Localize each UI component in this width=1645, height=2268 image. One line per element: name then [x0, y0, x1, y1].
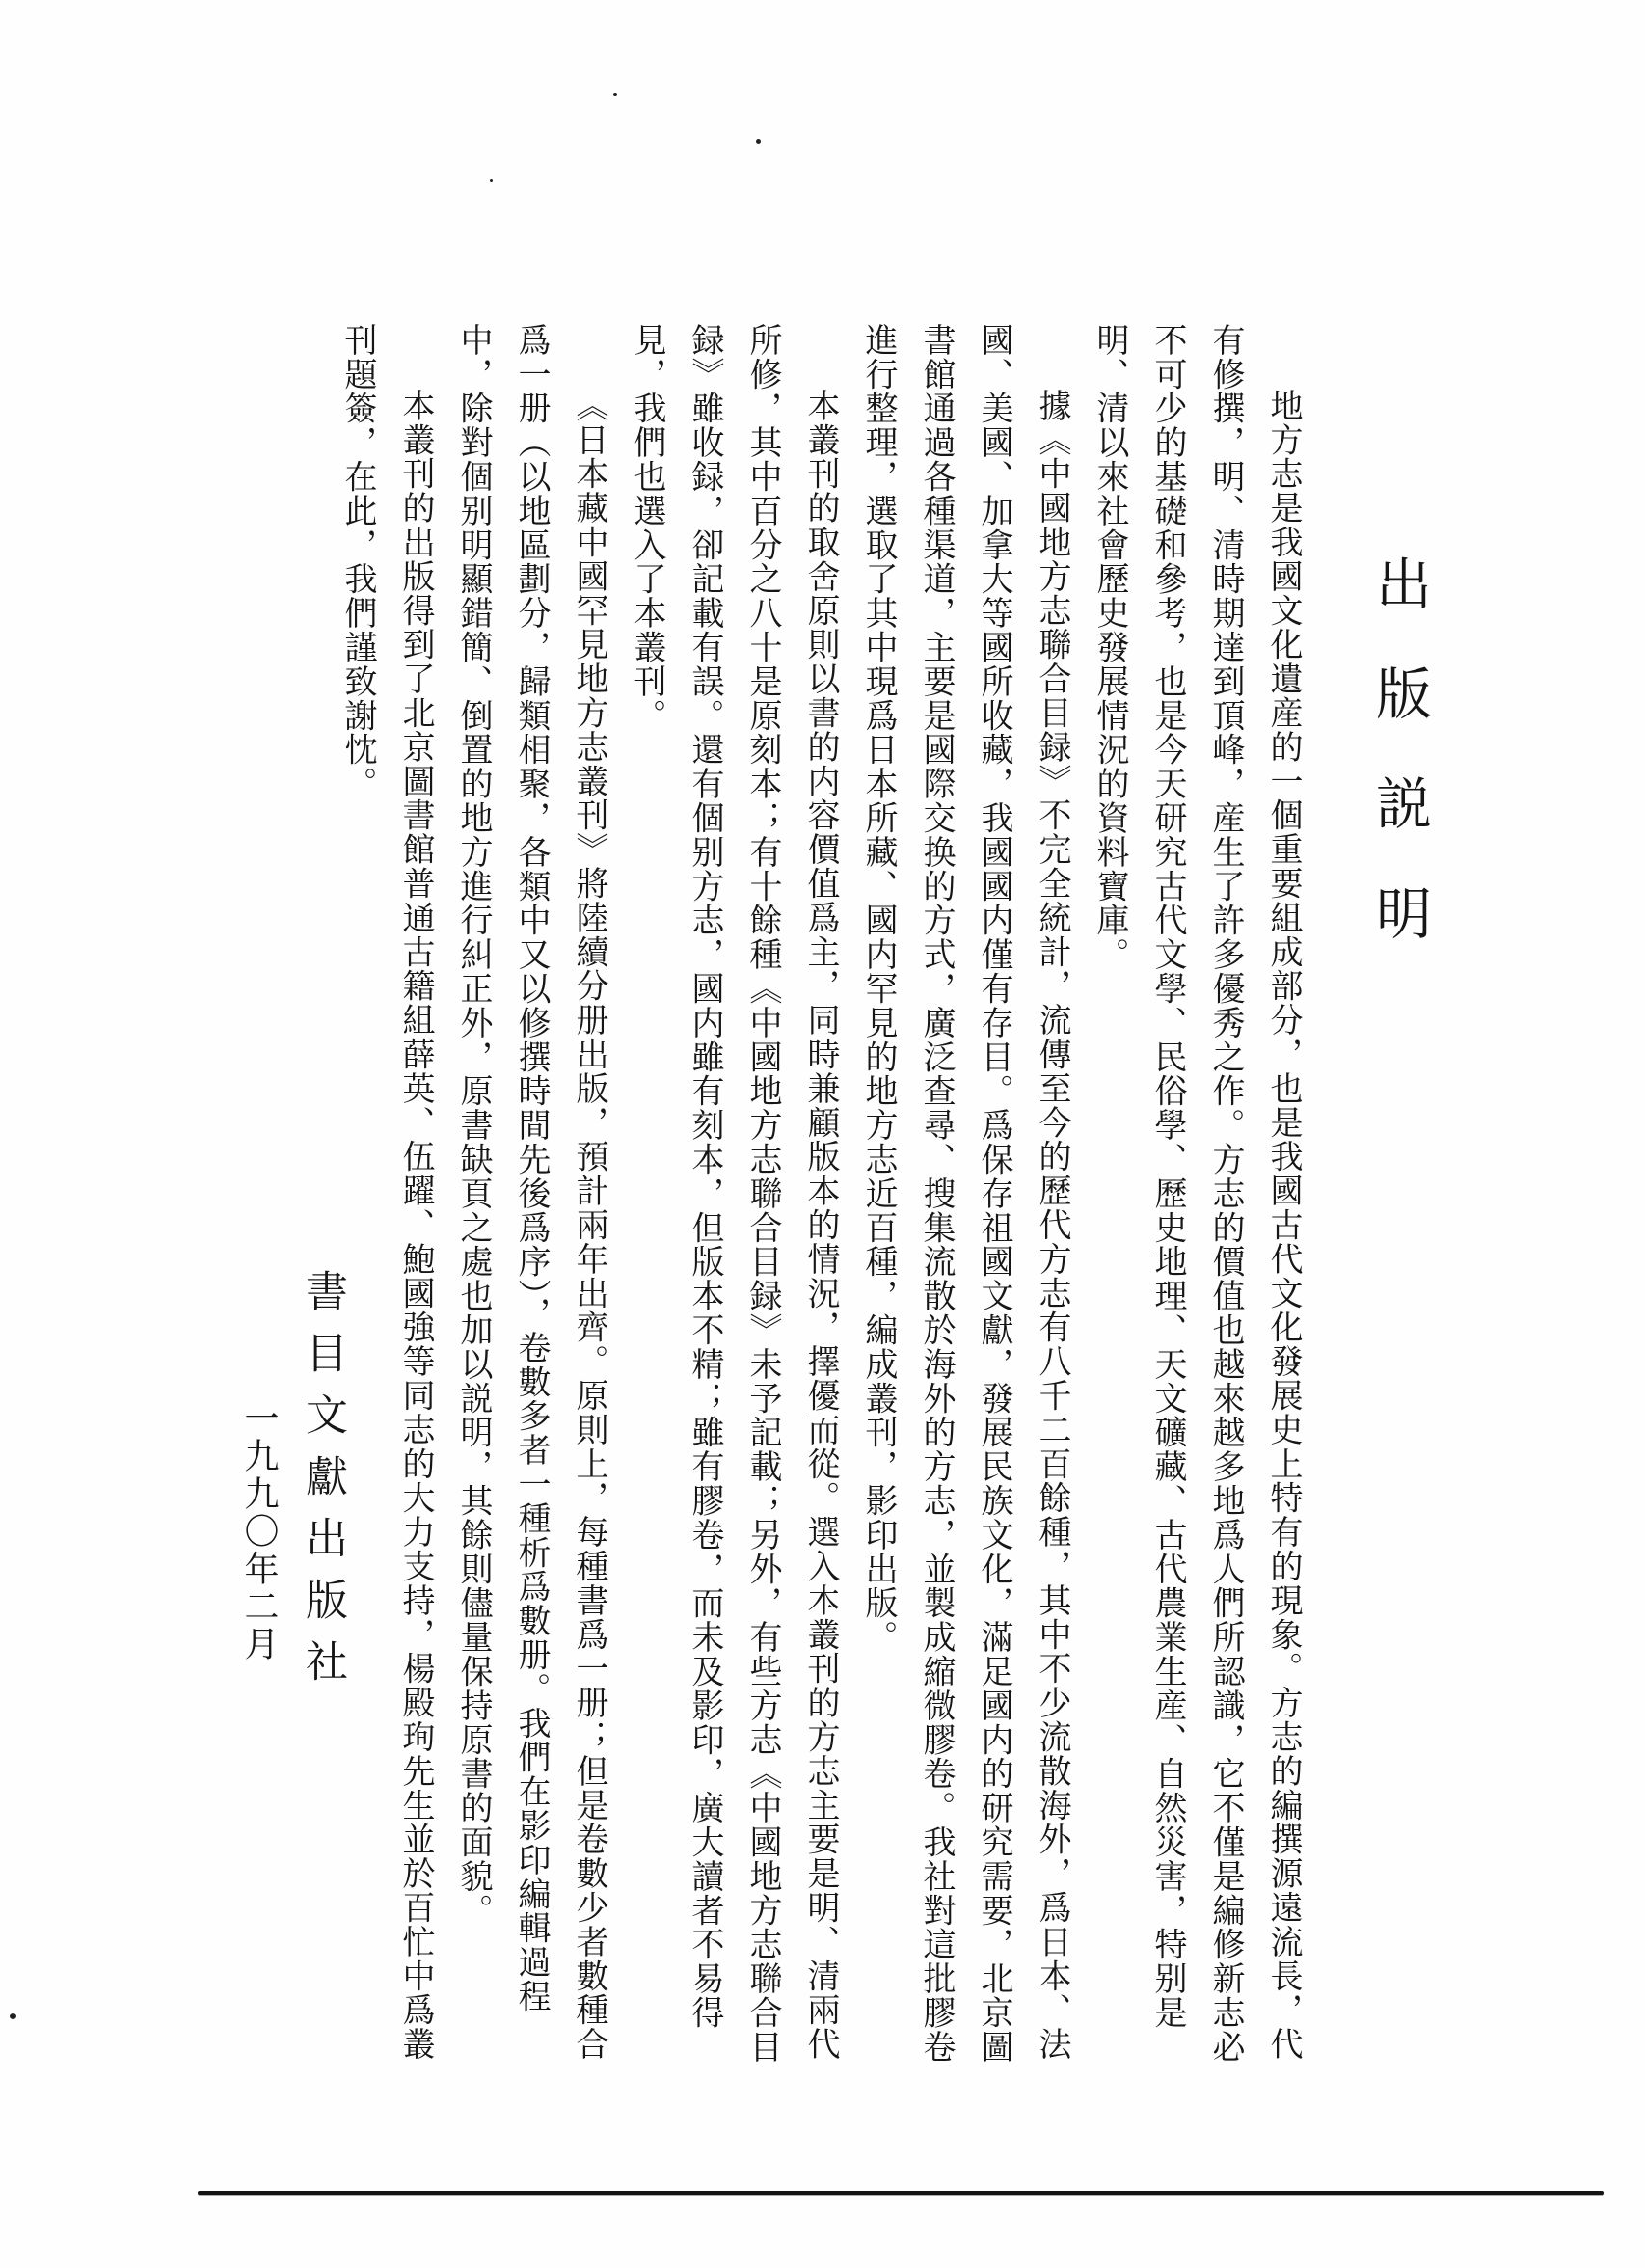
- paragraph-5: 本叢刊的出版得到了北京圖書館普通古籍組薛英、伍躍、鮑國強等同志的大力支持，楊殿珣先生並於百忙中爲叢刊題簽，在此，我們謹致謝忱。: [339, 323, 433, 2062]
- publication-date: 一九九〇年二月: [240, 1400, 279, 1663]
- paragraph-3: 本叢刊的取舍原則以書的内容價值爲主，同時兼顧版本的情況，擇優而從。選入本叢刊的方志主要是明、清兩代所修，其中百分之八十是原刻本；有十餘種《中國地方志聯合目録》未予記載；另外，有些方志《中國地方志聯合目録》雖收録，卻記載有誤。還有個别方志，國内雖有刻本，但版本不精；雖有膠卷，而未及影印，廣大讀者不易得見，我們也選入了本叢刊。: [629, 323, 838, 2065]
- bottom-scan-line: [198, 2191, 1604, 2195]
- page-title: 出版説明: [1367, 554, 1430, 994]
- scan-speck: [756, 139, 761, 144]
- scan-speck: [613, 93, 617, 96]
- paragraph-1: 地方志是我國文化遺産的一個重要組成部分，也是我國古代文化發展史上特有的現象。方志的編撰源遠流長，代有修撰，明、清時期達到頂峰，産生了許多優秀之作。方志的價值也越來越多地爲人們所認識，它不僅是編修新志必不可少的基礎和參考，也是今天研究古代文學、民俗學、歷史地理、天文礦藏、古代農業生産、自然災害，特别是明、清以來社會歷史發展情況的資料寶庫。: [1092, 323, 1301, 2065]
- publisher-name: 書目文獻出版社: [299, 1269, 346, 1701]
- scan-speck: [490, 179, 493, 182]
- scan-speck: [10, 2013, 16, 2019]
- body-text: [328, 323, 1311, 2065]
- paragraph-2: 據《中國地方志聯合目録》不完全統計，流傳至今的歷代方志有八千二百餘種，其中不少流散海外，爲日本、法國、美國、加拿大等國所收藏，我國國内僅有存目。爲保存祖國文獻，發展民族文化，滿足國内的研究需要，北京圖書館通過各種渠道，主要是國際交换的方式，廣泛查尋、搜集流散於海外的方志，並製成縮微膠卷。我社對這批膠卷進行整理，選取了其中現爲日本所藏、國内罕見的地方志近百種，編成叢刊，影印出版。: [860, 323, 1069, 2065]
- paragraph-4: 《日本藏中國罕見地方志叢刊》將陸續分册出版，預計兩年出齊。原則上，每種書爲一册；但是卷數少者數種合爲一册（以地區劃分，歸類相聚，各類中又以修撰時間先後爲序），卷數多者一種析爲數册。我們在影印編輯過程中，除對個别明顯錯簡、倒置的地方進行糾正外，原書缺頁之處也加以説明，其餘則儘量保持原書的面貌。: [455, 323, 607, 2062]
